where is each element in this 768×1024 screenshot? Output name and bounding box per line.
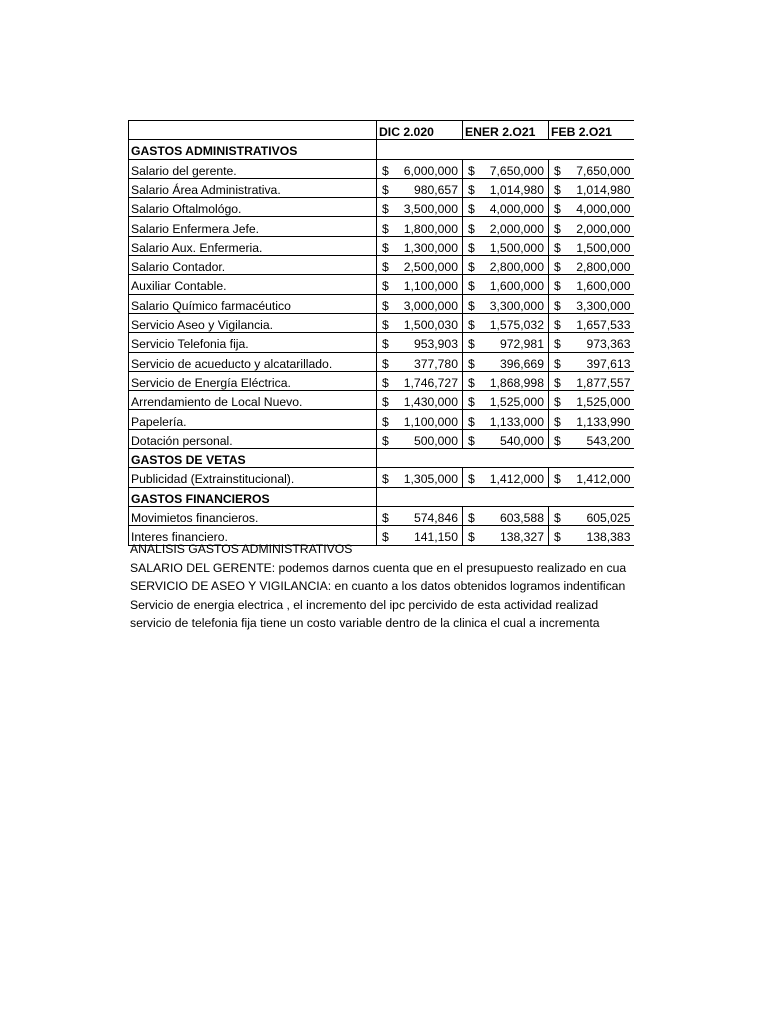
currency-symbol: $ <box>554 182 561 197</box>
currency-symbol: $ <box>554 356 561 371</box>
expense-table <box>128 120 634 546</box>
currency-symbol: $ <box>554 414 561 429</box>
amount-cell <box>463 506 549 525</box>
amount-cell <box>377 256 463 275</box>
amount-cell <box>549 198 635 217</box>
amount-value: 2,000,000 <box>576 221 631 236</box>
amount-value: 1,305,000 <box>403 472 458 487</box>
amount-cell <box>549 217 635 236</box>
amount-value: 138,383 <box>586 530 631 545</box>
table-row <box>129 217 635 236</box>
amount-cell <box>377 313 463 332</box>
amount-value: 973,363 <box>586 337 631 352</box>
amount-value: 1,300,000 <box>403 240 458 255</box>
amount-cell <box>549 313 635 332</box>
section-label: GASTOS DE VETAS <box>129 449 377 468</box>
currency-symbol: $ <box>382 221 389 236</box>
amount-value: 7,650,000 <box>489 163 544 178</box>
amount-value: 1,412,000 <box>576 472 631 487</box>
row-label: Movimietos financieros. <box>129 506 377 525</box>
amount-cell <box>463 391 549 410</box>
currency-symbol: $ <box>382 260 389 275</box>
currency-symbol: $ <box>382 433 389 448</box>
amount-cell <box>377 391 463 410</box>
row-label: Auxiliar Contable. <box>129 275 377 294</box>
section-blank-cell <box>377 140 635 159</box>
amount-cell <box>377 352 463 371</box>
amount-cell <box>377 429 463 448</box>
currency-symbol: $ <box>468 221 475 236</box>
amount-cell <box>549 159 635 178</box>
amount-value: 1,525,000 <box>576 395 631 410</box>
section-blank-cell <box>377 449 635 468</box>
table-row <box>129 294 635 313</box>
currency-symbol: $ <box>382 318 389 333</box>
currency-symbol: $ <box>554 433 561 448</box>
currency-symbol: $ <box>554 202 561 217</box>
table-row <box>129 333 635 352</box>
table-row <box>129 371 635 390</box>
currency-symbol: $ <box>468 375 475 390</box>
amount-value: 1,877,557 <box>576 375 631 390</box>
currency-symbol: $ <box>468 530 475 545</box>
amount-cell <box>377 371 463 390</box>
table-row <box>129 352 635 371</box>
amount-cell <box>549 352 635 371</box>
amount-value: 500,000 <box>413 433 458 448</box>
section-blank-cell <box>377 487 635 506</box>
amount-cell <box>463 275 549 294</box>
amount-value: 3,000,000 <box>403 298 458 313</box>
amount-value: 6,000,000 <box>403 163 458 178</box>
currency-symbol: $ <box>468 433 475 448</box>
amount-value: 2,800,000 <box>576 260 631 275</box>
row-label: Servicio de Energía Eléctrica. <box>129 371 377 390</box>
section-row <box>129 140 635 159</box>
currency-symbol: $ <box>382 202 389 217</box>
amount-cell <box>549 256 635 275</box>
amount-cell <box>377 506 463 525</box>
amount-value: 1,525,000 <box>489 395 544 410</box>
currency-symbol: $ <box>468 298 475 313</box>
amount-value: 4,000,000 <box>489 202 544 217</box>
currency-symbol: $ <box>554 240 561 255</box>
amount-value: 3,500,000 <box>403 202 458 217</box>
section-row <box>129 487 635 506</box>
amount-cell <box>377 468 463 487</box>
currency-symbol: $ <box>382 163 389 178</box>
amount-cell <box>549 468 635 487</box>
section-row <box>129 449 635 468</box>
row-label: Dotación personal. <box>129 429 377 448</box>
row-label: Servicio Telefonia fija. <box>129 333 377 352</box>
amount-cell <box>549 275 635 294</box>
amount-cell <box>463 159 549 178</box>
amount-cell <box>463 313 549 332</box>
row-label: Interes financiero. <box>129 526 377 545</box>
amount-cell <box>549 236 635 255</box>
amount-value: 377,780 <box>413 356 458 371</box>
amount-value: 1,133,990 <box>576 414 631 429</box>
amount-cell <box>549 371 635 390</box>
table-row <box>129 236 635 255</box>
currency-symbol: $ <box>554 511 561 526</box>
table-row <box>129 313 635 332</box>
amount-value: 2,500,000 <box>403 260 458 275</box>
currency-symbol: $ <box>554 279 561 294</box>
currency-symbol: $ <box>382 356 389 371</box>
amount-value: 1,014,980 <box>576 182 631 197</box>
amount-cell <box>463 333 549 352</box>
row-label: Papelería. <box>129 410 377 429</box>
header-dic-2020: DIC 2.020 <box>377 121 463 140</box>
amount-cell <box>549 506 635 525</box>
amount-value: 1,600,000 <box>489 279 544 294</box>
amount-cell <box>463 198 549 217</box>
amount-value: 603,588 <box>499 511 544 526</box>
row-label: Servicio Aseo y Vigilancia. <box>129 313 377 332</box>
table-row <box>129 506 635 525</box>
row-label: Salario Aux. Enfermeria. <box>129 236 377 255</box>
header-ener-2021: ENER 2.O21 <box>463 121 549 140</box>
currency-symbol: $ <box>554 472 561 487</box>
currency-symbol: $ <box>382 395 389 410</box>
amount-value: 1,800,000 <box>403 221 458 236</box>
table-row <box>129 429 635 448</box>
row-label: Salario del gerente. <box>129 159 377 178</box>
table-row <box>129 410 635 429</box>
amount-cell <box>463 294 549 313</box>
currency-symbol: $ <box>382 511 389 526</box>
row-label: Salario Oftalmológo. <box>129 198 377 217</box>
amount-value: 7,650,000 <box>576 163 631 178</box>
amount-value: 540,000 <box>499 433 544 448</box>
amount-value: 1,412,000 <box>489 472 544 487</box>
amount-cell <box>549 178 635 197</box>
currency-symbol: $ <box>554 337 561 352</box>
amount-cell <box>463 178 549 197</box>
currency-symbol: $ <box>382 530 389 545</box>
header-feb-2021: FEB 2.O21 <box>549 121 635 140</box>
currency-symbol: $ <box>468 356 475 371</box>
section-label: GASTOS ADMINISTRATIVOS <box>129 140 377 159</box>
currency-symbol: $ <box>554 395 561 410</box>
currency-symbol: $ <box>554 163 561 178</box>
amount-value: 980,657 <box>413 182 458 197</box>
amount-value: 138,327 <box>499 530 544 545</box>
currency-symbol: $ <box>382 298 389 313</box>
row-label: Salario Químico farmacéutico <box>129 294 377 313</box>
amount-cell <box>377 294 463 313</box>
amount-value: 396,669 <box>499 356 544 371</box>
amount-value: 605,025 <box>586 511 631 526</box>
note-salario-gerente: SALARIO DEL GERENTE: podemos darnos cuenta que en el presupuesto realizado en cua <box>130 560 627 575</box>
currency-symbol: $ <box>468 511 475 526</box>
table-row <box>129 468 635 487</box>
amount-cell <box>377 159 463 178</box>
amount-cell <box>549 429 635 448</box>
amount-value: 1,500,030 <box>403 318 458 333</box>
amount-cell <box>549 410 635 429</box>
currency-symbol: $ <box>468 202 475 217</box>
currency-symbol: $ <box>382 240 389 255</box>
currency-symbol: $ <box>382 337 389 352</box>
currency-symbol: $ <box>554 298 561 313</box>
row-label: Servicio de acueducto y alcatarillado. <box>129 352 377 371</box>
amount-value: 972,981 <box>499 337 544 352</box>
analysis-notes <box>130 540 634 633</box>
note-aseo-vigilancia: SERVICIO DE ASEO Y VIGILANCIA: en cuanto a los datos obtenidos logramos indentifican <box>130 579 626 593</box>
currency-symbol: $ <box>468 182 475 197</box>
note-telefonia-fija: servicio de telefonia fija tiene un costo variable dentro de la clinica el cual a incrementa <box>130 616 600 630</box>
currency-symbol: $ <box>382 414 389 429</box>
amount-value: 141,150 <box>413 530 458 545</box>
currency-symbol: $ <box>554 260 561 275</box>
header-row <box>129 121 635 140</box>
table-row <box>129 256 635 275</box>
amount-value: 3,300,000 <box>576 298 631 313</box>
currency-symbol: $ <box>554 318 561 333</box>
amount-cell <box>549 333 635 352</box>
currency-symbol: $ <box>468 414 475 429</box>
currency-symbol: $ <box>382 279 389 294</box>
table-row <box>129 159 635 178</box>
amount-cell <box>377 217 463 236</box>
amount-cell <box>377 275 463 294</box>
amount-value: 3,300,000 <box>489 298 544 313</box>
amount-cell <box>463 236 549 255</box>
amount-value: 2,000,000 <box>489 221 544 236</box>
currency-symbol: $ <box>468 318 475 333</box>
amount-value: 543,200 <box>586 433 631 448</box>
amount-value: 1,014,980 <box>489 182 544 197</box>
amount-value: 4,000,000 <box>576 202 631 217</box>
amount-cell <box>377 333 463 352</box>
currency-symbol: $ <box>468 395 475 410</box>
amount-cell <box>463 371 549 390</box>
currency-symbol: $ <box>382 182 389 197</box>
table-row <box>129 198 635 217</box>
amount-value: 1,100,000 <box>403 279 458 294</box>
table-row <box>129 391 635 410</box>
amount-value: 1,133,000 <box>489 414 544 429</box>
currency-symbol: $ <box>554 530 561 545</box>
amount-value: 1,746,727 <box>403 375 458 390</box>
amount-cell <box>377 410 463 429</box>
note-energia-electrica: Servicio de energia electrica , el incremento del ipc percivido de esta actividad realizad <box>130 597 599 612</box>
amount-value: 1,575,032 <box>489 318 544 333</box>
table-body <box>129 140 635 545</box>
amount-cell <box>377 236 463 255</box>
amount-cell <box>463 468 549 487</box>
amount-cell <box>377 178 463 197</box>
amount-cell <box>463 352 549 371</box>
currency-symbol: $ <box>468 163 475 178</box>
currency-symbol: $ <box>382 472 389 487</box>
amount-cell <box>463 410 549 429</box>
amount-cell <box>377 198 463 217</box>
amount-cell <box>549 391 635 410</box>
currency-symbol: $ <box>554 221 561 236</box>
amount-cell <box>463 217 549 236</box>
header-blank-cell <box>129 121 377 140</box>
table-row <box>129 275 635 294</box>
amount-value: 1,100,000 <box>403 414 458 429</box>
amount-value: 1,500,000 <box>489 240 544 255</box>
table-row <box>129 178 635 197</box>
amount-value: 1,600,000 <box>576 279 631 294</box>
currency-symbol: $ <box>468 337 475 352</box>
currency-symbol: $ <box>468 472 475 487</box>
row-label: Arrendamiento de Local Nuevo. <box>129 391 377 410</box>
row-label: Salario Área Administrativa. <box>129 178 377 197</box>
row-label: Salario Contador. <box>129 256 377 275</box>
currency-symbol: $ <box>554 375 561 390</box>
amount-value: 1,868,998 <box>489 375 544 390</box>
amount-cell <box>463 256 549 275</box>
notes-title: ANALISIS GASTOS ADMINISTRATIVOS <box>130 542 353 556</box>
section-label: GASTOS FINANCIEROS <box>129 487 377 506</box>
amount-value: 2,800,000 <box>489 260 544 275</box>
amount-cell <box>549 294 635 313</box>
currency-symbol: $ <box>468 260 475 275</box>
amount-value: 397,613 <box>586 356 631 371</box>
currency-symbol: $ <box>468 279 475 294</box>
amount-value: 574,846 <box>413 511 458 526</box>
amount-value: 1,500,000 <box>576 240 631 255</box>
amount-value: 953,903 <box>413 337 458 352</box>
row-label: Publicidad (Extrainstitucional). <box>129 468 377 487</box>
row-label: Salario Enfermera Jefe. <box>129 217 377 236</box>
amount-value: 1,657,533 <box>576 318 631 333</box>
currency-symbol: $ <box>468 240 475 255</box>
expense-table-container <box>128 120 634 546</box>
amount-cell <box>463 429 549 448</box>
currency-symbol: $ <box>382 375 389 390</box>
amount-value: 1,430,000 <box>403 395 458 410</box>
